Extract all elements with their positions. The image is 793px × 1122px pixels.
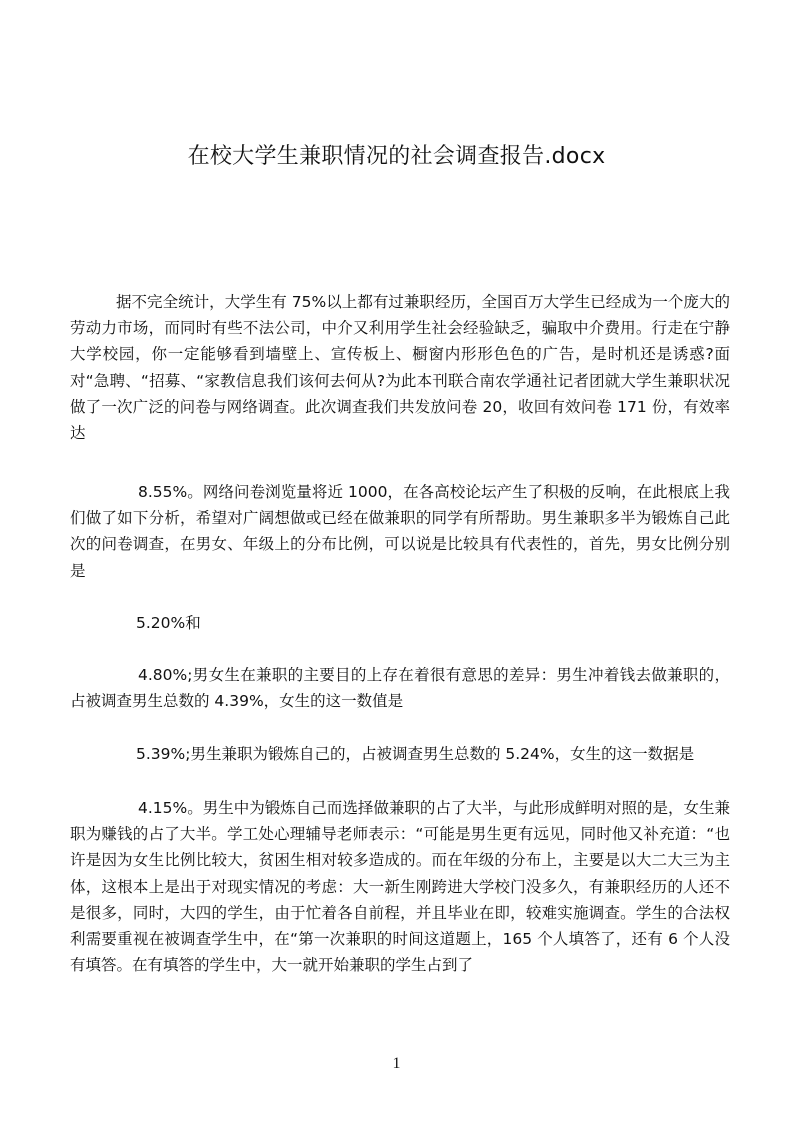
document-title: 在校大学生兼职情况的社会调查报告.docx [187,144,606,169]
paragraph-5: 5.39%;男生兼职为锻炼自己的，占被调查男生总数的 5.24%，女生的这一数据是 [136,745,695,763]
paragraph-1: 据不完全统计，大学生有 75%以上都有过兼职经历，全国百万大学生已经成为一个庞大的劳动力市场，而同时有些不法公司，中介又利用学生社会经验缺乏，骗取中介费用。行走在宁静大学校园，你一定能够看到墙壁上、宣传板上、橱窗内形形色色的广告，是时机还是诱惑?面对“急聘、“招募、“家教信息我们该何去何从?为此本刊联合南农学通社记者团就大学生兼职状况做了一次广泛的问卷与网络调查。此次调查我们共发放问卷 20，收回有效问卷 171 份，有效率达 [70,293,730,443]
paragraph-2: 8.55%。网络问卷浏览量将近 1000，在各高校论坛产生了积极的反响，在此根底上我们做了如下分析，希望对广阔想做或已经在做兼职的同学有所帮助。男生兼职多半为锻炼自己此次的问卷调查，在男女、年级上的分布比例，可以说是比较具有代表性的，首先，男女比例分别是 [70,483,730,580]
paragraph-6: 4.15%。男生中为锻炼自己而选择做兼职的占了大半，与此形成鲜明对照的是，女生兼职为赚钱的占了大半。学工处心理辅导老师表示：“可能是男生更有远见，同时他又补充道：“也许是因为女生比例比较大，贫困生相对较多造成的。而在年级的分布上，主要是以大二大三为主体，这根本上是出于对现实情况的考虑：大一新生刚跨进大学校门没多久，有兼职经历的人还不是很多，同时，大四的学生，由于忙着各自前程，并且毕业在即，较难实施调查。学生的合法权利需要重视在被调查学生中，在“第一次兼职的时间这道题上，165 个人填答了，还有 6 个人没有填答。在有填答的学生中，大一就开始兼职的学生占到了 [70,799,730,975]
paragraph-3: 5.20%和 [136,614,201,632]
page-number: 1 [392,1055,401,1072]
paragraph-4: 4.80%;男女生在兼职的主要目的上存在着很有意思的差异：男生冲着钱去做兼职的，占被调查男生总数的 4.39%，女生的这一数值是 [70,666,730,711]
